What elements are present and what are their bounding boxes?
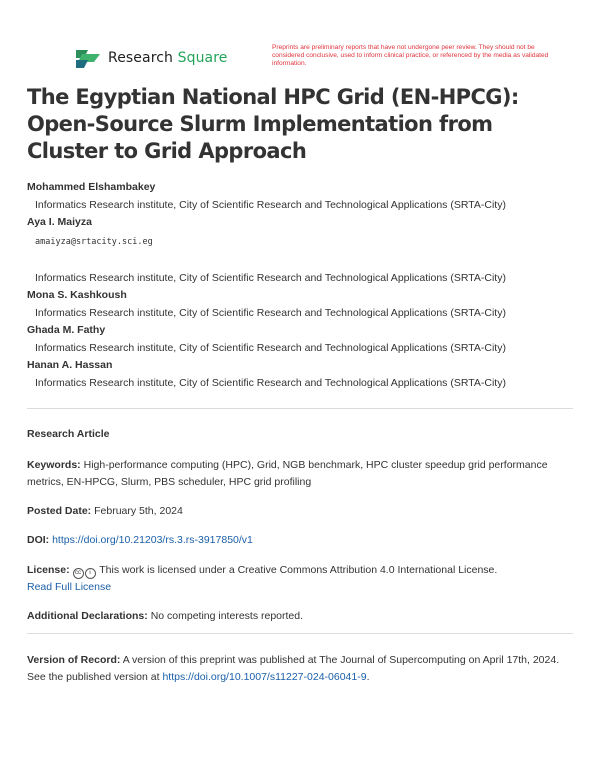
paper-title: The Egyptian National HPC Grid (EN-HPCG): Open-Source Slurm Implementation from Cluster to Grid Approach	[27, 85, 519, 163]
license-text: This work is licensed under a Creative Commons Attribution 4.0 International License.	[99, 564, 498, 576]
keywords	[27, 457, 575, 491]
keywords-text: High-performance computing (HPC), Grid, NGB benchmark, HPC cluster speedup grid performance metrics, EN-HPCG, Slurm, PBS scheduler, HPC grid profiling	[27, 459, 548, 488]
cc-icon: cc	[73, 568, 84, 579]
author-name[interactable]: Ghada M. Fathy	[27, 324, 106, 336]
preprint-notice: Preprints are preliminary reports that have not undergone peer review. They should not be considered conclusive, used to inform clinical practice, or referenced by the media as validated information.	[272, 44, 549, 67]
author-name[interactable]: Hanan A. Hassan	[27, 359, 113, 371]
vor-label: Version of Record:	[27, 654, 121, 666]
author-block	[27, 287, 575, 322]
doi-link[interactable]: https://doi.org/10.21203/rs.3.rs-3917850/v1	[52, 534, 253, 546]
author-list	[27, 179, 575, 392]
author-affiliation: Informatics Research institute, City of Scientific Research and Technological Applications (SRTA-City)	[35, 342, 506, 354]
author-block	[27, 179, 575, 214]
author-affiliation: Informatics Research institute, City of Scientific Research and Technological Applications (SRTA-City)	[35, 199, 506, 211]
author-block	[27, 214, 575, 287]
divider	[27, 633, 573, 634]
research-square-logo-icon	[74, 46, 102, 70]
additional-declarations	[27, 608, 575, 625]
vor-end: .	[366, 671, 370, 683]
author-name[interactable]: Mona S. Kashkoush	[27, 289, 127, 301]
author-name[interactable]: Aya I. Maiyza	[27, 216, 92, 228]
author-block	[27, 322, 575, 357]
author-affiliation: Informatics Research institute, City of Scientific Research and Technological Applications (SRTA-City)	[35, 377, 506, 389]
declarations-label: Additional Declarations:	[27, 610, 148, 622]
declarations-value: No competing interests reported.	[150, 610, 304, 622]
brand-name	[108, 50, 227, 66]
keywords-label: Keywords:	[27, 459, 81, 471]
author-block	[27, 357, 575, 392]
doi-label: DOI:	[27, 534, 50, 546]
author-affiliation: Informatics Research institute, City of Scientific Research and Technological Applications (SRTA-City)	[35, 307, 506, 319]
brand-second: Square	[177, 50, 228, 66]
license	[27, 562, 575, 596]
vor-text: A version of this preprint was published at The Journal of Supercomputing on April 17th, 2024. See the published version at	[27, 654, 560, 683]
vor-link[interactable]: https://doi.org/10.1007/s11227-024-06041-9	[162, 671, 367, 683]
by-icon: i	[85, 568, 96, 579]
posted-date	[27, 503, 575, 520]
doi	[27, 532, 575, 549]
author-affiliation: Informatics Research institute, City of Scientific Research and Technological Applications (SRTA-City)	[35, 272, 506, 284]
author-name[interactable]: Mohammed Elshambakey	[27, 181, 156, 193]
research-square-logo[interactable]	[74, 46, 227, 70]
divider	[27, 408, 573, 409]
article-type: Research Article	[27, 428, 110, 440]
license-label: License:	[27, 564, 70, 576]
posted-value: February 5th, 2024	[94, 505, 183, 517]
read-full-license-link[interactable]: Read Full License	[27, 581, 112, 593]
version-of-record	[27, 652, 575, 686]
brand-first: Research	[108, 50, 174, 66]
author-email[interactable]: amaiyza@srtacity.sci.eg	[35, 237, 153, 247]
posted-label: Posted Date:	[27, 505, 92, 517]
